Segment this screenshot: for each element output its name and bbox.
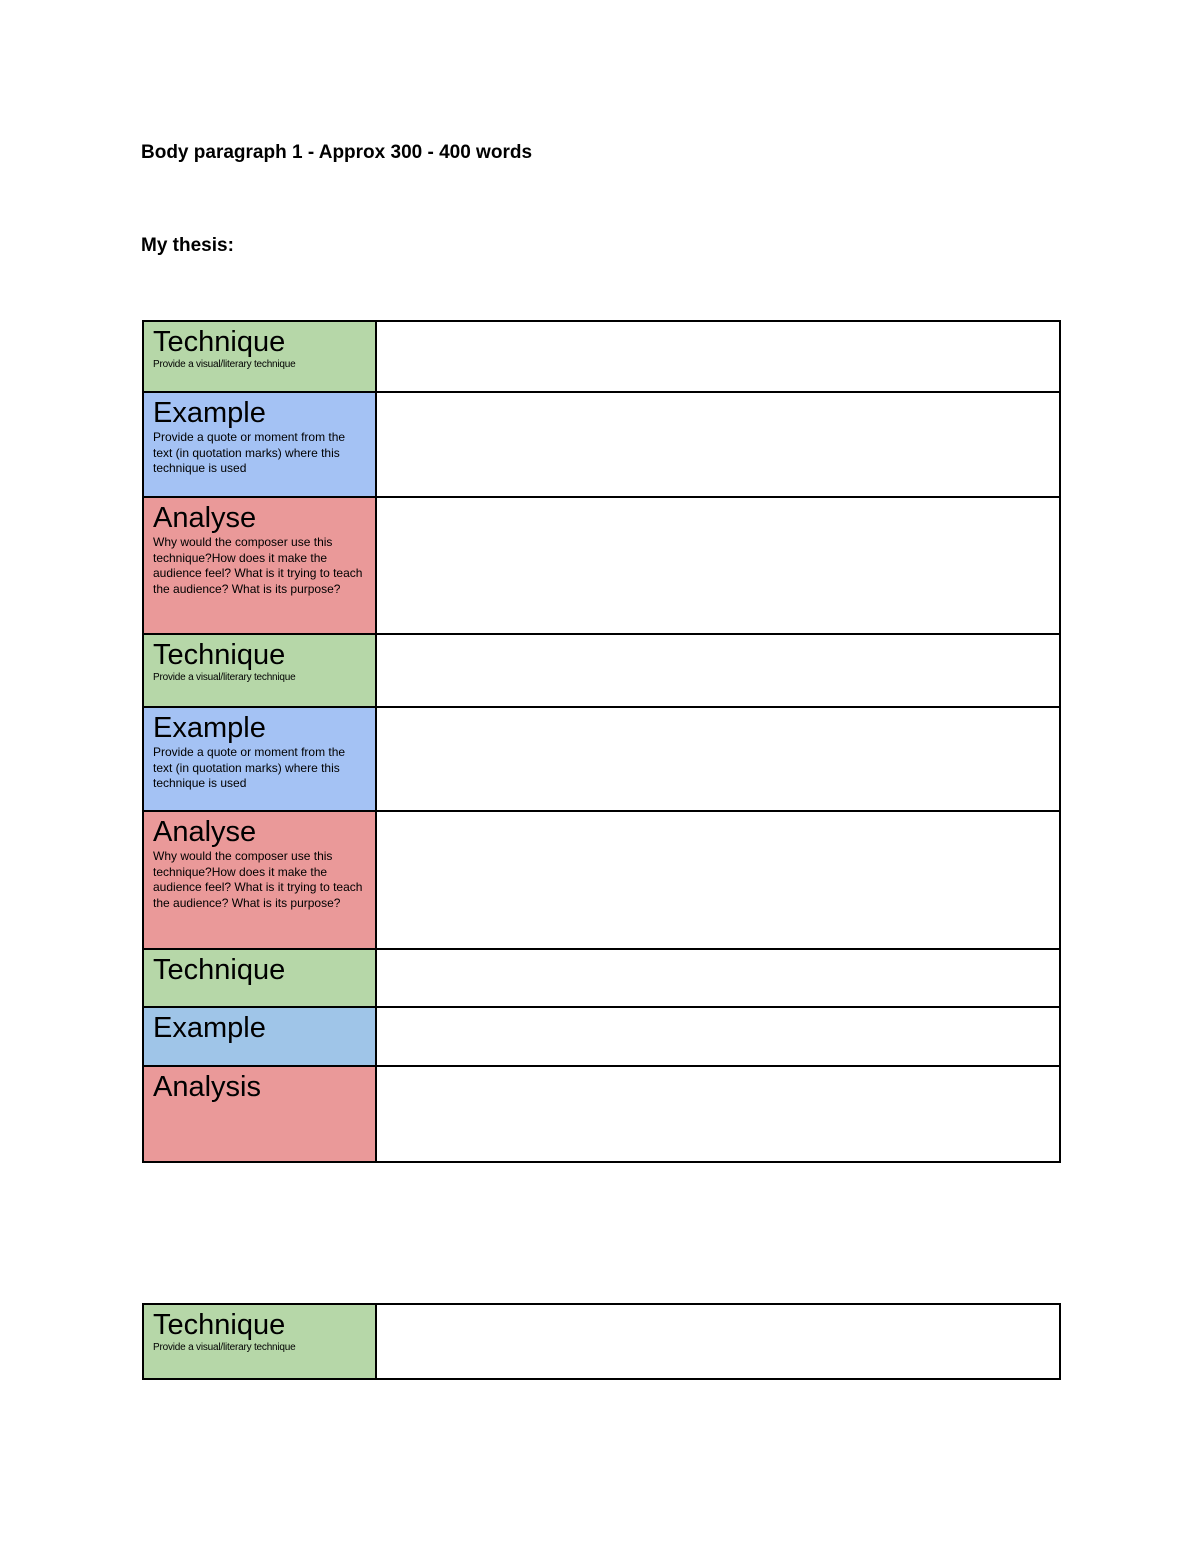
technique-label-cell [143,949,376,1007]
row-label: Analyse [153,502,257,534]
thesis-label: My thesis: [141,235,234,256]
row-label: Example [153,1012,266,1044]
table-row [143,497,1060,634]
analyse-label-cell [143,811,376,949]
example-answer-cell[interactable] [376,707,1060,811]
row-label: Analyse [153,816,257,848]
page-title: Body paragraph 1 - Approx 300 - 400 words [141,142,533,163]
technique-answer-cell[interactable] [376,949,1060,1007]
scaffold-table-1 [142,320,1061,1163]
row-label: Technique [153,326,286,358]
row-help-text: Why would the composer use this technique?How does it make the audience feel? What is it trying to teach the audience? What is its purpose? [153,535,363,596]
row-label: Technique [153,954,286,986]
analysis-answer-cell[interactable] [376,1066,1060,1162]
scaffold-table-2 [142,1303,1061,1380]
table-row [143,811,1060,949]
example-answer-cell[interactable] [376,392,1060,497]
row-help-text: Why would the composer use this technique?How does it make the audience feel? What is it trying to teach the audience? What is its purpose? [153,849,363,910]
table-row [143,949,1060,1007]
technique-answer-cell[interactable] [376,1304,1060,1379]
technique-label-cell [143,321,376,392]
technique-label-cell [143,1304,376,1379]
technique-answer-cell[interactable] [376,321,1060,392]
technique-label-cell [143,634,376,707]
example-label-cell [143,707,376,811]
analyse-label-cell [143,497,376,634]
analyse-answer-cell[interactable] [376,811,1060,949]
table-row [143,321,1060,392]
table-row [143,1007,1060,1066]
table-row [143,392,1060,497]
example-label-cell [143,1007,376,1066]
technique-answer-cell[interactable] [376,634,1060,707]
row-help-text: Provide a quote or moment from the text (in quotation marks) where this technique is used [153,430,346,475]
table-row [143,634,1060,707]
table-row [143,1304,1060,1379]
row-label: Technique [153,1309,286,1341]
row-help-text: Provide a quote or moment from the text (in quotation marks) where this technique is used [153,745,346,790]
table-row [143,707,1060,811]
example-answer-cell[interactable] [376,1007,1060,1066]
row-label: Analysis [153,1071,261,1103]
row-help-text: Provide a visual/literary technique [153,359,296,370]
row-label: Example [153,397,266,429]
row-help-text: Provide a visual/literary technique [153,1342,296,1353]
row-help-text: Provide a visual/literary technique [153,672,296,683]
row-label: Example [153,712,266,744]
row-label: Technique [153,639,286,671]
analysis-label-cell [143,1066,376,1162]
table-row [143,1066,1060,1162]
example-label-cell [143,392,376,497]
analyse-answer-cell[interactable] [376,497,1060,634]
